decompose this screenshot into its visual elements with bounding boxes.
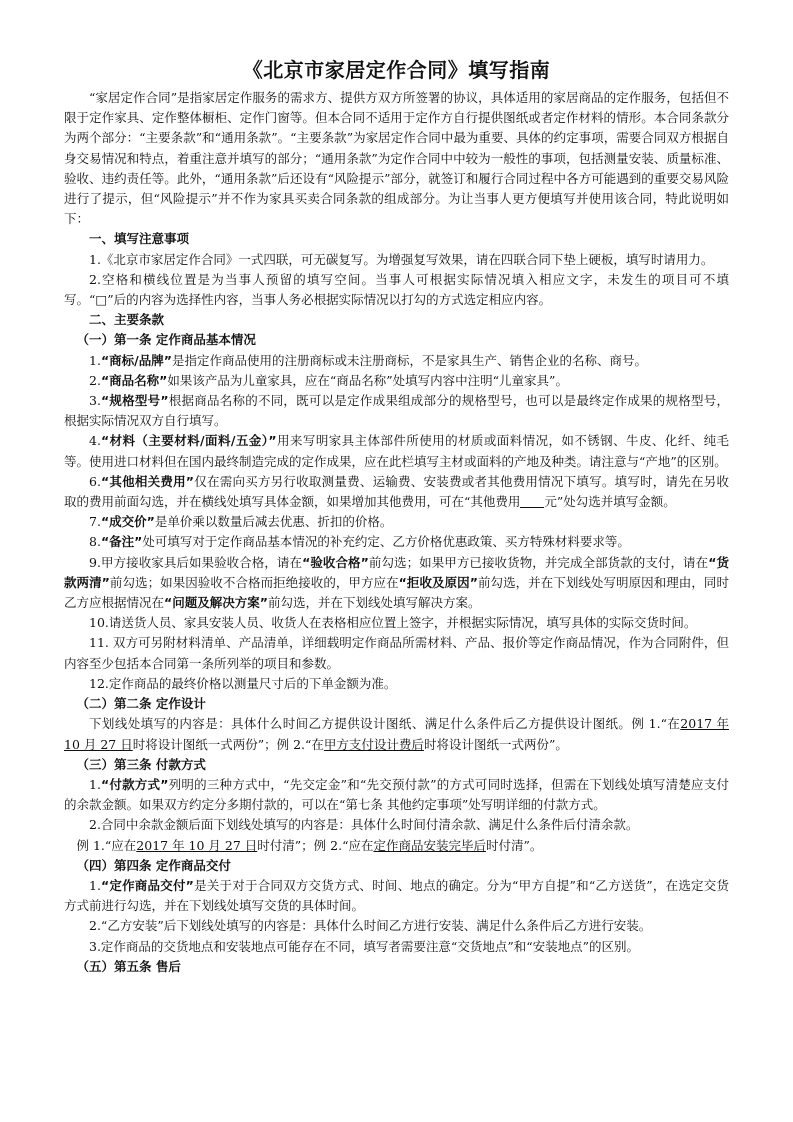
article-heading-text: （五）第五条 售后 (76, 958, 181, 974)
item-text: 是指定作商品使用的注册商标或未注册商标，不是家具生产、销售企业的名称、商号。 (171, 352, 647, 368)
item-text: 时付清”；例 2.“应在 (257, 837, 374, 853)
item-number: 1. (89, 352, 101, 368)
item-text: 仅在需向买方另行收取测量费、运输费、安装费或者其他费用情况下填写。填写时，请先在另收取的费用前面勾选，并在横线处填写具体金额，如果增加其他费用，可在“其他费用 (64, 473, 729, 510)
item-text: 例 1.“应在 (76, 837, 137, 853)
article-heading (64, 330, 729, 350)
paragraph: 10.请送货人员、家具安装人员、收货人在表格相应位置上签字，并根据实际情况，填写具体的实际交货时间。 (89, 615, 697, 631)
item-number: 1. (89, 776, 101, 792)
item-text: 列明的三种方式中，“先交定金”和“先交预付款”的方式可同时选择，但需在下划线处填写清楚应支付的余款金额。如果双方约定分多期付款的，可以在“第七条 其他约定事项”处写明详细的付款方式。 (64, 776, 729, 813)
paragraph (64, 512, 729, 532)
item-number: 8. (89, 534, 101, 550)
paragraph (64, 553, 729, 614)
item-text: 是关于对于合同双方交货方式、时间、地点的确定。分为“甲方自提”和“乙方送货”，在选定交货方式前进行勾选，并在下划线处填写交货的具体时间。 (64, 877, 729, 914)
term: “拒收及原因” (398, 574, 478, 590)
article-heading (64, 755, 729, 775)
paragraph (64, 351, 729, 371)
underlined-example: 2017 年 10 月 27 日 (136, 837, 258, 853)
item-text: 时将设计图纸一式两份”；例 2.“在 (132, 736, 324, 752)
paragraph (64, 836, 729, 856)
paragraph: 2.“乙方安装”后下划线处填写的内容是：具体什么时间乙方进行安装、满足什么条件后乙方进行安装。 (89, 918, 652, 934)
section-heading-filling-notes (64, 229, 729, 249)
term: “问题及解决方案” (164, 595, 268, 611)
item-number: 2. (89, 372, 101, 388)
term: “定作商品交付” (100, 877, 194, 893)
item-text: 用来写明家具主体部件所使用的材质或面料情况，如不锈钢、牛皮、化纤、纯毛等。使用进口材料但在国内最终制造完成的定作成果，应在此栏填写主材或面料的产地及种类。请注意与“产地”的区别。 (64, 433, 729, 469)
document-title: 《北京市家居定作合同》填写指南 (242, 58, 551, 82)
item-text: 9.甲方接收家具后如果验收合格，请在 (89, 554, 303, 570)
article-heading-text: （二）第二条 定作设计 (76, 696, 206, 712)
item-text: 根据商品名称的不同，既可以是定作成果组成部分的规格型号，也可以是最终定作成果的规格型号，根据实际情况双方自行填写。 (64, 393, 729, 429)
underlined-example: 甲方支付设计费后 (323, 736, 424, 752)
paragraph (64, 431, 729, 471)
item-text: 处可填写对于定作商品基本情况的补充约定、乙方价格优惠政策、买方特殊材料要求等。 (142, 534, 630, 550)
paragraph (64, 775, 729, 815)
article-heading (64, 957, 729, 977)
section-heading-text: 二、主要条款 (89, 312, 165, 328)
item-text: 前勾选，并在下划线处填写解决方案。 (267, 595, 481, 611)
item-text: 时将设计图纸一式两份”。 (423, 736, 568, 752)
underlined-example: 2017 年 10 月 27 日 (64, 716, 729, 752)
paragraph (64, 371, 729, 391)
item-text: 是单价乘以数量后减去优惠、折扣的价格。 (154, 514, 393, 530)
paragraph: 12.定作商品的最终价格以测量尺寸后的下单金额为准。 (89, 675, 397, 691)
term: “商品名称” (100, 372, 168, 388)
paragraph: 3.定作商品的交货地点和安装地点可能存在不同，填写者需要注意“交货地点”和“安装地点”的区别。 (89, 938, 639, 954)
section-heading-text: 一、填写注意事项 (89, 231, 190, 247)
article-heading (64, 694, 729, 714)
underlined-example: 定作商品安装完毕后 (373, 837, 486, 853)
article-heading-text: （一）第一条 定作商品基本情况 (76, 332, 256, 348)
item-text: 下划线处填写的内容是：具体什么时间乙方提供设计图纸、满足什么条件后乙方提供设计图纸。例 1.“在 (89, 716, 681, 732)
item-text: 元”处勾选并填写金额。 (544, 494, 676, 510)
item-number: 6. (89, 473, 101, 489)
term: “验收合格” (302, 554, 369, 570)
term: “备注” (100, 534, 143, 550)
term: “付款方式” (100, 776, 169, 792)
term: “货款两清” (64, 554, 729, 590)
article-heading (64, 856, 729, 876)
paragraph (64, 532, 729, 552)
paragraph: 1.《北京市家居定作合同》一式四联，可无碳复写。为增强复写效果，请在四联合同下垫上硬板，填写时请用力。 (89, 251, 714, 267)
term: “其他相关费用” (100, 473, 195, 489)
term: “材料（主要材料/面料/五金）” (100, 433, 277, 449)
item-text: 前勾选；如果因验收不合格而拒绝接收的，甲方应在 (109, 574, 399, 590)
item-text: 时付清”。 (486, 837, 543, 853)
paragraph (64, 391, 729, 431)
paragraph: 2.合同中余款金额后面下划线处填写的内容是：具体什么时间付清余款、满足什么条件后付清余款。 (89, 817, 639, 833)
paragraph: 2.空格和横线位置是为当事人预留的填写空间。当事人可根据实际情况填入相应文字，未发生的项目可不填写。“□”后的内容为选择性内容，当事人务必根据实际情况以打勾的方式选定相应内容。 (64, 271, 729, 308)
term: “规格型号” (100, 393, 169, 409)
section-heading-main-terms (64, 310, 729, 330)
item-number: 7. (89, 514, 101, 530)
term: “成交价” (100, 514, 155, 530)
term: “商标/品牌” (100, 352, 172, 368)
intro-paragraph: “家居定作合同”是指家居定作服务的需求方、提供方双方所签署的协议，具体适用的家居商品的定作服务，包括但不限于定作家具、定作整体橱柜、定作门窗等。但本合同不适用于定作方自行提供图纸或者定作材料的情形。本合同条款分为两个部分：“主要条款”和“通用条款”。“主要条款”为家居定作合同中最为重要、具体的约定事项，需要合同双方根据自身交易情况和特点，着重注意并填写的部分；“通用条款”为定作合同中中较为一般性的事项，包括测量安装、质量标准、验收、违约责任等。此外，“通用条款”后还设有“风险提示”部分，就签订和履行合同过程中各方可能遇到的重要交易风险进行了提示，但“风险提示”并不作为家具买卖合同条款的组成部分。为让当事人更方便填写并使用该合同，特此说明如下： (64, 90, 729, 227)
paragraph (64, 714, 729, 754)
fill-blank-underline (520, 495, 544, 508)
item-text: 前勾选；如果甲方已接收货物，并完成全部货款的支付，请在 (368, 554, 709, 570)
paragraph (64, 876, 729, 916)
item-number: 4. (89, 433, 101, 449)
item-number: 3. (89, 393, 101, 409)
item-text: 如果该产品为儿童家具，应在“商品名称”处填写内容中注明“儿童家具”。 (167, 372, 568, 388)
item-number: 1. (89, 877, 101, 893)
article-heading-text: （三）第三条 付款方式 (76, 756, 206, 772)
paragraph: 11. 双方可另附材料清单、产品清单，详细载明定作商品所需材料、产品、报价等定作商品情况，作为合同附件，但内容至少包括本合同第一条所列举的项目和参数。 (64, 635, 729, 671)
article-heading-text: （四）第四条 定作商品交付 (76, 857, 231, 873)
item-text: 前勾选，并在下划线处写明原因和理由，同时乙方应根据情况在 (64, 574, 729, 611)
paragraph (64, 472, 729, 512)
